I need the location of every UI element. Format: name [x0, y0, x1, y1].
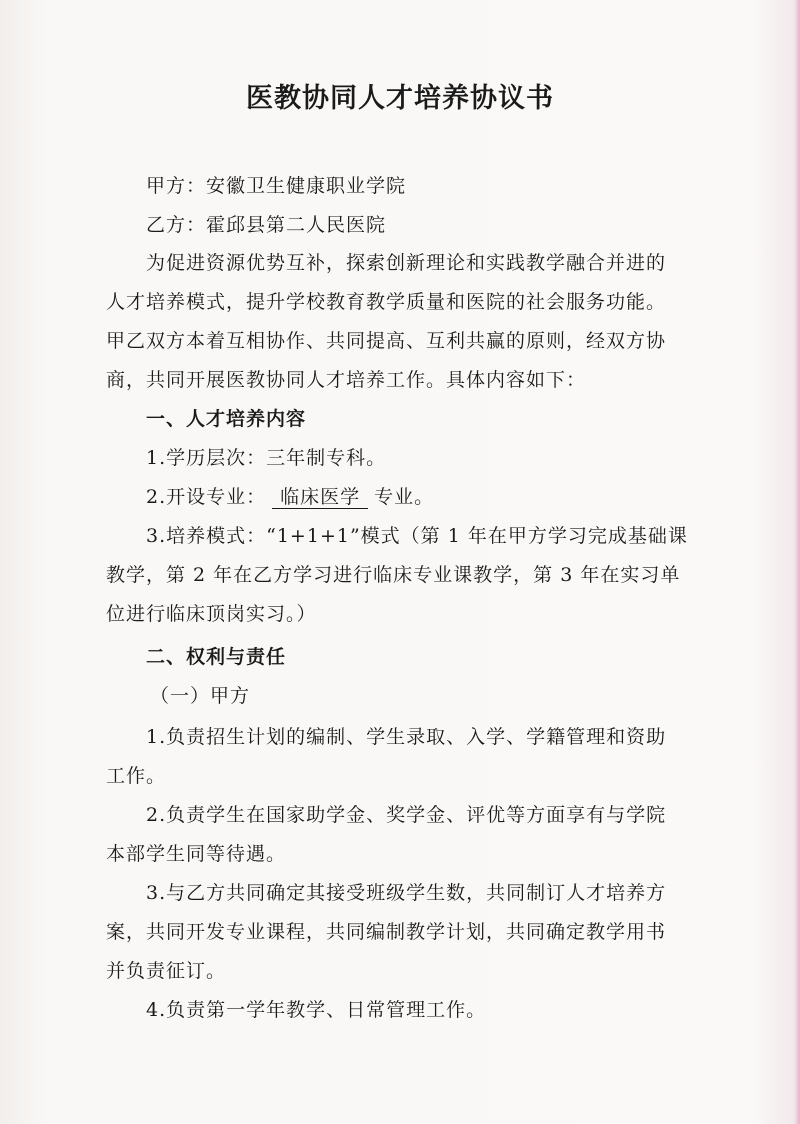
section-2-heading: 二、权利与责任	[146, 646, 287, 668]
intro-line-3: 甲乙双方本着互相协作、共同提高、互利共赢的原则，经双方协	[106, 330, 667, 352]
section-2-item-1-line-1: 1.负责招生计划的编制、学生录取、入学、学籍管理和资助	[146, 726, 667, 748]
party-b-line: 乙方：霍邱县第二人民医院	[146, 214, 387, 236]
section-1-item-3-line-1: 3.培养模式：“1+1+1”模式（第 1 年在甲方学习完成基础课	[146, 525, 688, 547]
section-1-item-2	[146, 485, 434, 509]
section-2-item-3-line-2: 案，共同开发专业课程，共同编制教学计划，共同确定教学用书	[106, 921, 667, 943]
section-1-item-3-line-3: 位进行临床顶岗实习。）	[106, 603, 317, 625]
section-2-item-3-line-1: 3.与乙方共同确定其接受班级学生数，共同制订人才培养方	[146, 882, 667, 904]
major-field: 临床医学	[272, 486, 368, 509]
intro-line-2: 人才培养模式，提升学校教育教学质量和医院的社会服务功能。	[106, 291, 667, 313]
document-title: 医教协同人才培养协议书	[246, 83, 554, 114]
sub-heading-party-a: （一）甲方	[150, 685, 251, 707]
party-a-line: 甲方：安徽卫生健康职业学院	[146, 175, 407, 197]
item-2-suffix: 专业。	[374, 486, 435, 508]
section-2-item-2-line-2: 本部学生同等待遇。	[106, 843, 287, 865]
section-2-item-3-line-3: 并负责征订。	[106, 960, 227, 982]
intro-line-1: 为促进资源优势互补，探索创新理论和实践教学融合并进的	[146, 252, 667, 274]
intro-line-4: 商，共同开展医教协同人才培养工作。具体内容如下：	[106, 369, 587, 391]
section-1-heading: 一、人才培养内容	[146, 408, 307, 430]
section-2-item-2-line-1: 2.负责学生在国家助学金、奖学金、评优等方面享有与学院	[146, 804, 667, 826]
item-2-prefix: 2.开设专业：	[146, 486, 267, 508]
section-2-item-4: 4.负责第一学年教学、日常管理工作。	[146, 999, 487, 1021]
section-2-item-1-line-2: 工作。	[106, 765, 167, 787]
section-1-item-1: 1.学历层次：三年制专科。	[146, 447, 387, 469]
section-1-item-3-line-2: 教学，第 2 年在乙方学习进行临床专业课教学，第 3 年在实习单	[106, 564, 681, 586]
